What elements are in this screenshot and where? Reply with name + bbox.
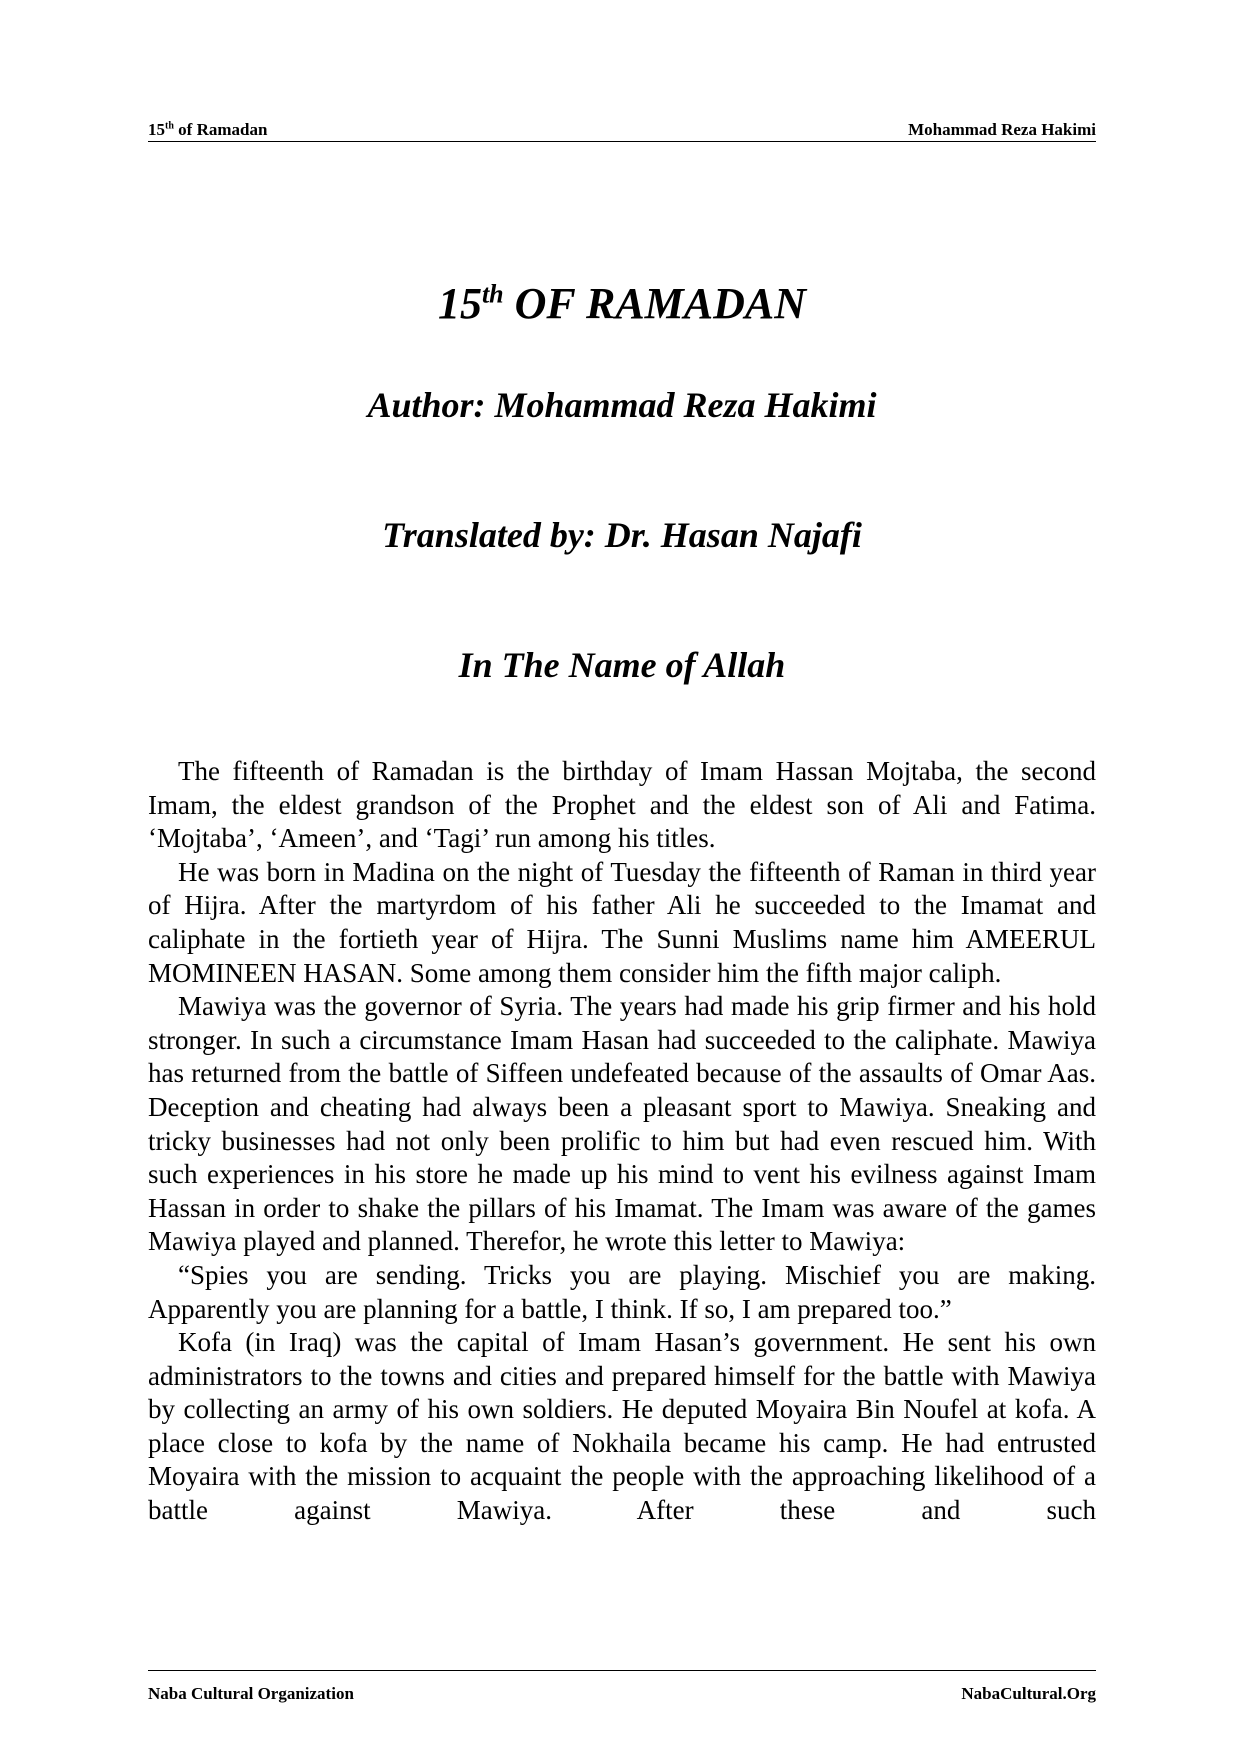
paragraph: Kofa (in Iraq) was the capital of Imam Hasan’s government. He sent his own administrators to the towns and cities and prepared himself for the battle with Mawiya by collecting an army of his own soldiers. He deputed Moyaira Bin Noufel at kofa. A place close to kofa by the name of Nokhaila became his camp. He had entrusted Moyaira with the mission to acquaint the people with the approaching likelihood of a battle against Mawiya. After these and such: [148, 1327, 1096, 1526]
footer-website: NabaCultural.Org: [961, 1684, 1096, 1703]
footer-organization: Naba Cultural Organization: [148, 1684, 354, 1703]
main-title: [148, 276, 1096, 332]
header-document-title: [148, 119, 267, 141]
header-title-rest: of Ramadan: [173, 120, 268, 139]
main-title-number: 15: [437, 279, 482, 328]
paragraph: The fifteenth of Ramadan is the birthday of Imam Hassan Mojtaba, the second Imam, the eldest grandson of the Prophet and the eldest son of Ali and Fatima. ‘Mojtaba’, ‘Ameen’, and ‘Tagi’ run among his titles.: [148, 756, 1096, 854]
main-title-rest: OF RAMADAN: [503, 279, 807, 328]
paragraph: He was born in Madina on the night of Tuesday the fifteenth of Raman in third year of Hijra. After the martyrdom of his father Ali he succeeded to the Imamat and caliphate in the fortieth year of Hijra. The Sunni Muslims name him AMEERUL MOMINEEN HASAN. Some among them consider him the fifth major caliph.: [148, 856, 1096, 988]
paragraph: “Spies you are sending. Tricks you are playing. Mischief you are making. Apparently you are planning for a battle, I think. If so, I am prepared too.”: [148, 1259, 1096, 1324]
page-footer: [148, 1670, 1096, 1703]
main-title-superscript: th: [481, 279, 504, 309]
paragraph: Mawiya was the governor of Syria. The years had made his grip firmer and his hold stronger. In such a circumstance Imam Hasan had succeeded to the caliphate. Mawiya has returned from the battle of Siffeen undefeated because of the assaults of Omar Aas. Deception and cheating had always been a pleasant sport to Mawiya. Sneaking and tricky businesses had not only been prolific to him but had even rescued him. With such experiences in his store he made up his mind to vent his evilness against Imam Hassan in order to shake the pillars of his Imamat. The Imam was aware of the games Mawiya played and planned. Therefor, he wrote this letter to Mawiya:: [148, 991, 1096, 1257]
page-header: [148, 119, 1096, 142]
translator-line: Translated by: Dr. Hasan Najafi: [382, 515, 862, 555]
header-author: Mohammad Reza Hakimi: [908, 120, 1096, 139]
header-title-number: 15: [148, 120, 165, 139]
body-text: [148, 755, 1096, 1528]
bismillah-heading: In The Name of Allah: [458, 645, 786, 685]
author-line: Author: Mohammad Reza Hakimi: [367, 385, 877, 425]
header-title-superscript: th: [165, 120, 174, 132]
